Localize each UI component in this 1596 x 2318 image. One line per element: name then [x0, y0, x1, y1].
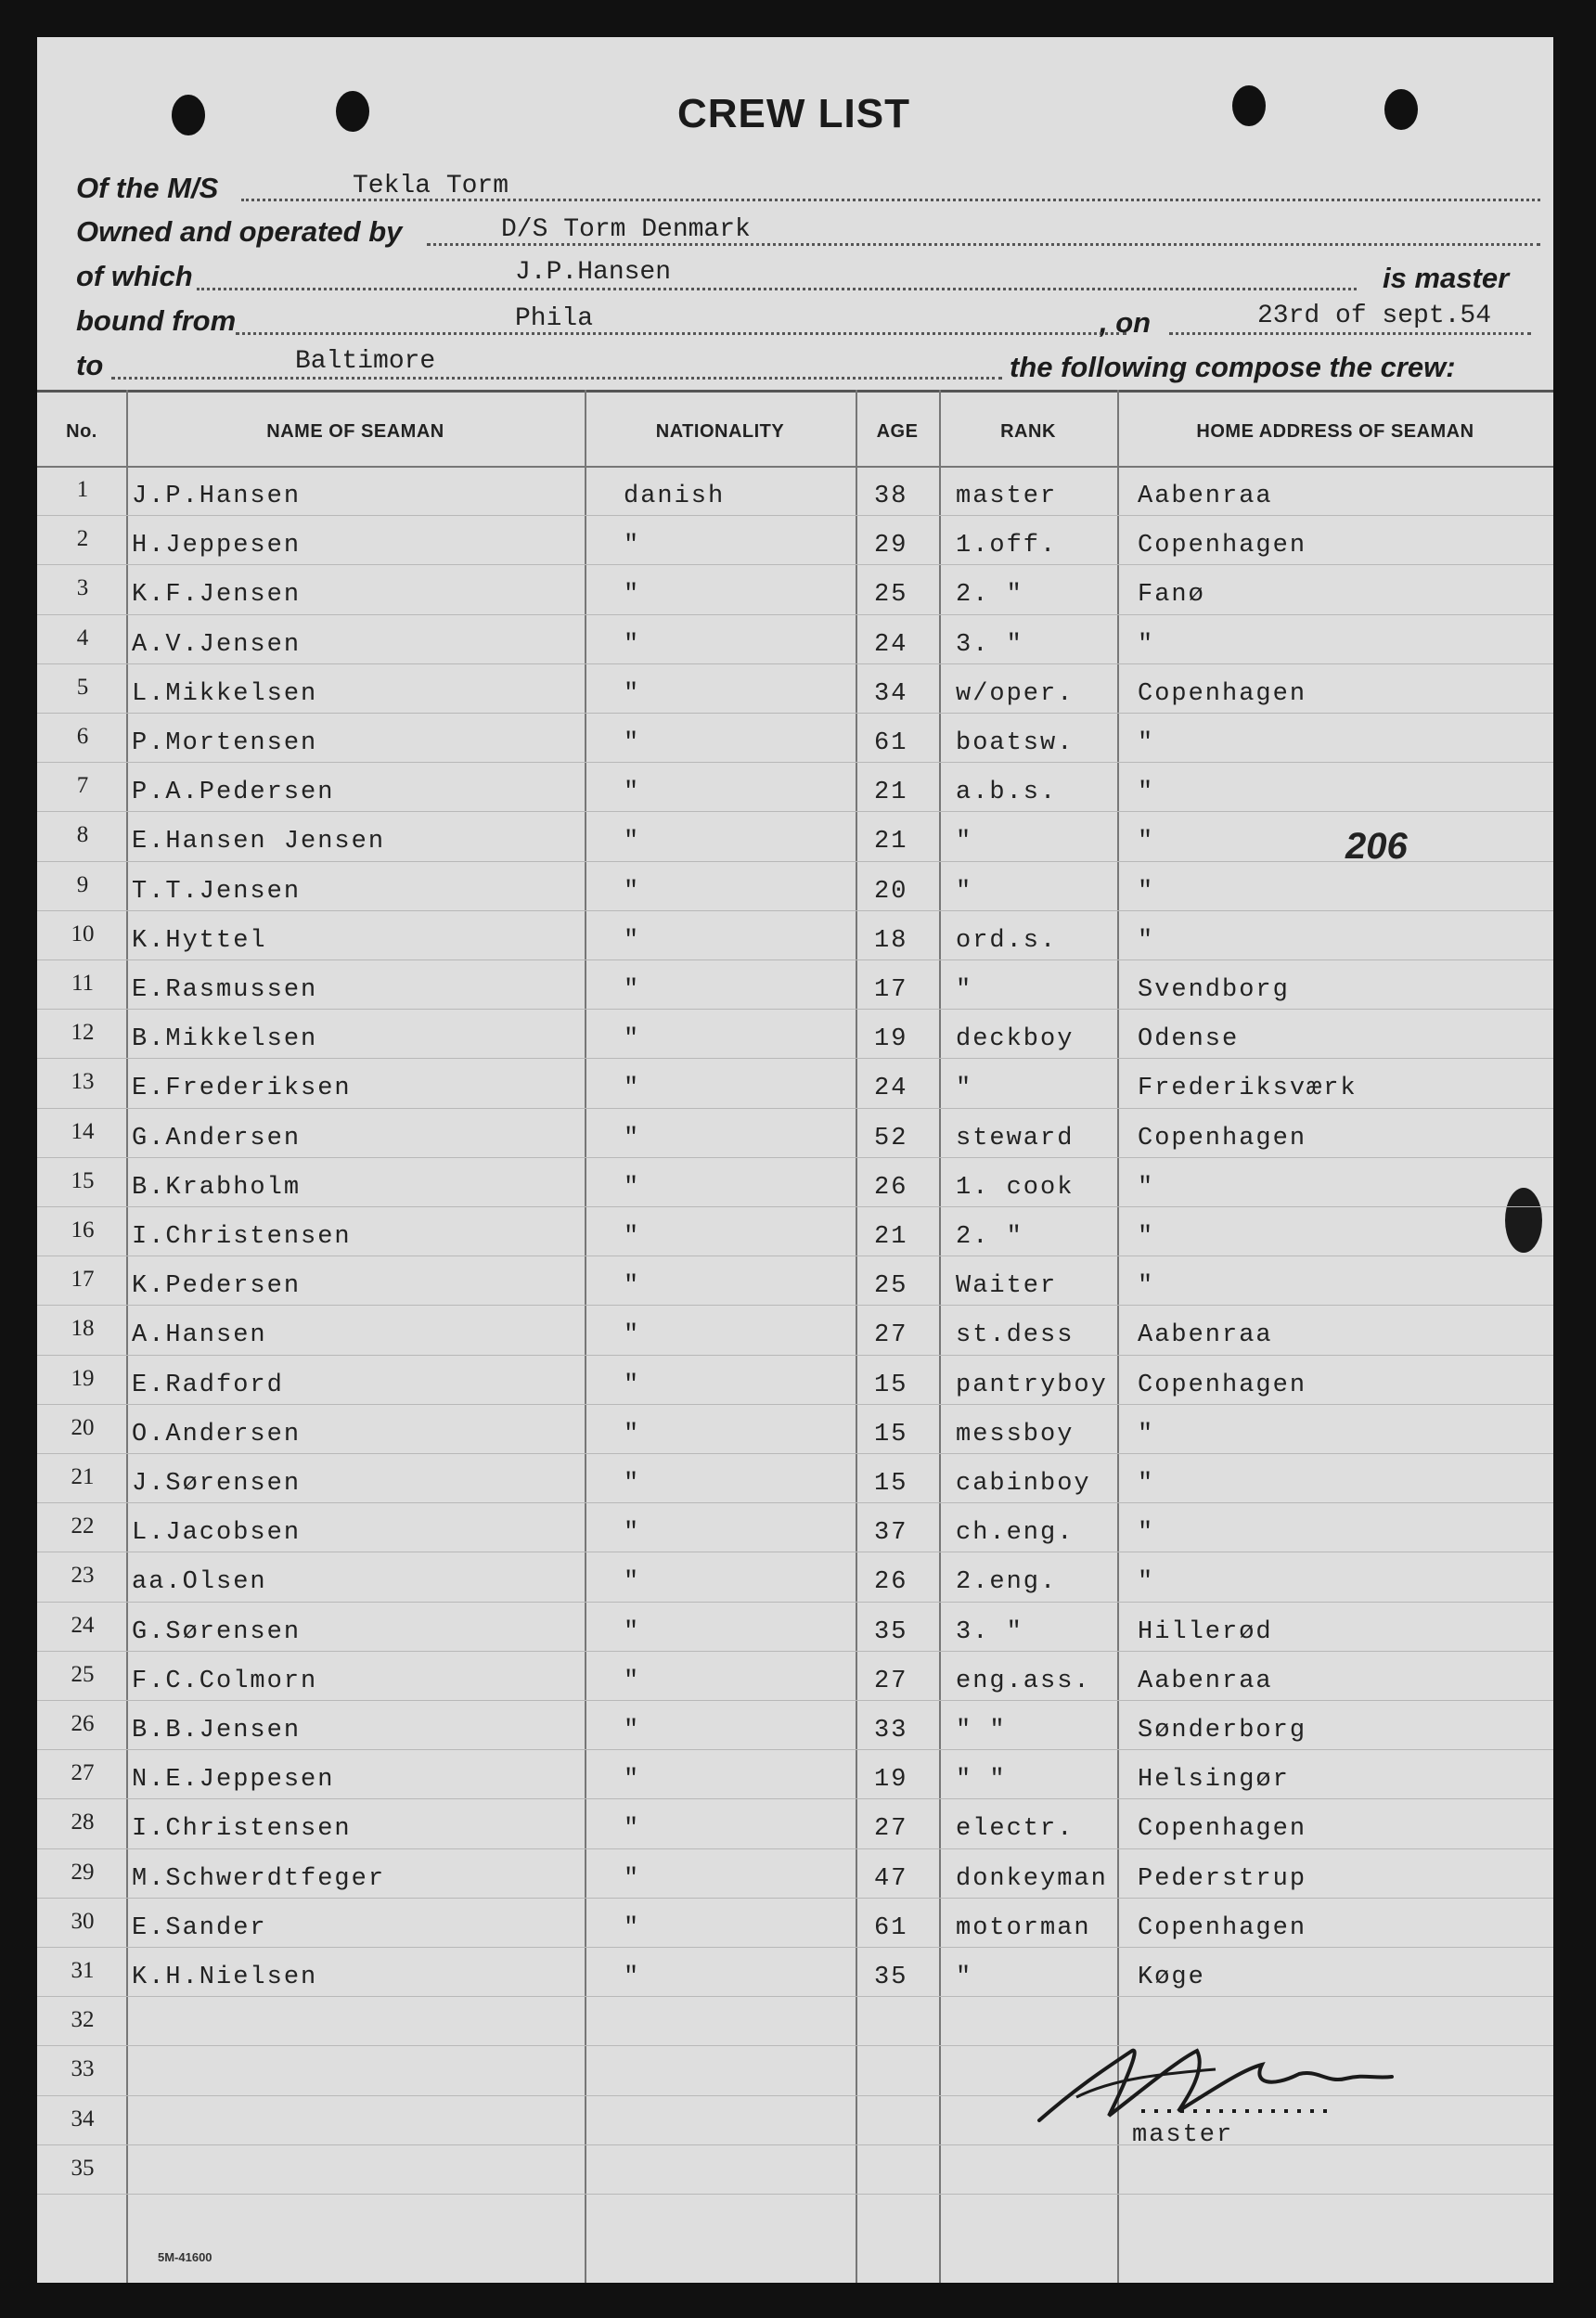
crew-rank-cell: ord.s.	[956, 926, 1058, 955]
row-number: 5	[76, 674, 89, 700]
crew-name-cell: G.Andersen	[132, 1124, 302, 1153]
crew-list-form	[37, 37, 1553, 2283]
crew-address-cell: "	[1138, 1568, 1155, 1597]
form-title: CREW LIST	[677, 91, 910, 136]
crew-nationality-cell: "	[624, 1667, 641, 1695]
row-number: 4	[76, 625, 89, 650]
row-number: 23	[71, 1563, 95, 1589]
row-divider	[37, 811, 1553, 812]
crew-age-cell: 18	[874, 926, 908, 955]
row-number: 1	[76, 477, 89, 502]
crew-address-cell: "	[1138, 779, 1155, 807]
crew-address-cell: Aabenraa	[1138, 1321, 1273, 1350]
crew-name-cell: N.E.Jeppesen	[132, 1766, 335, 1795]
row-divider	[37, 1947, 1553, 1948]
crew-name-cell: I.Christensen	[132, 1223, 352, 1251]
crew-name-cell: G.Sørensen	[132, 1617, 302, 1646]
crew-age-cell: 47	[874, 1864, 908, 1893]
row-number: 16	[71, 1217, 95, 1243]
owned-label: Owned and operated by	[76, 215, 403, 248]
crew-address-cell: Helsingør	[1138, 1766, 1290, 1795]
crew-age-cell: 21	[874, 1223, 908, 1251]
dotted-line	[236, 332, 1126, 335]
row-divider	[37, 1355, 1553, 1356]
form-code: 5M-41600	[158, 2250, 212, 2264]
crew-address-cell: Aabenraa	[1138, 483, 1273, 510]
row-number: 31	[71, 1958, 95, 1983]
crew-rank-cell: "	[956, 976, 973, 1004]
crew-address-cell: "	[1138, 1223, 1155, 1251]
row-divider	[37, 1602, 1553, 1603]
crew-rank-cell: master	[956, 483, 1058, 510]
crew-nationality-cell: danish	[624, 483, 726, 510]
crew-rank-cell: "	[956, 877, 973, 906]
crew-name-cell: L.Jacobsen	[132, 1519, 302, 1548]
crew-nationality-cell: "	[624, 1864, 641, 1893]
crew-age-cell: 19	[874, 1025, 908, 1054]
crew-age-cell: 29	[874, 532, 908, 560]
row-number: 29	[71, 1859, 95, 1885]
crew-name-cell: K.Hyttel	[132, 926, 267, 955]
crew-rank-cell: boatsw.	[956, 729, 1075, 757]
crew-address-cell: "	[1138, 926, 1155, 955]
crew-address-cell: Odense	[1138, 1025, 1240, 1054]
row-number: 8	[76, 822, 89, 848]
row-number: 26	[71, 1711, 95, 1736]
column-header-age: AGE	[876, 421, 919, 442]
crew-rank-cell: w/oper.	[956, 679, 1075, 708]
crew-age-cell: 21	[874, 828, 908, 856]
crew-nationality-cell: "	[624, 976, 641, 1004]
crew-name-cell: K.F.Jensen	[132, 581, 302, 610]
row-divider	[37, 1058, 1553, 1059]
punch-hole	[1232, 85, 1266, 126]
crew-nationality-cell: "	[624, 1568, 641, 1597]
punch-hole	[336, 91, 369, 132]
row-divider	[37, 614, 1553, 615]
crew-age-cell: 19	[874, 1766, 908, 1795]
row-divider	[37, 1157, 1553, 1158]
crew-name-cell: A.Hansen	[132, 1321, 267, 1350]
crew-address-cell: "	[1138, 1470, 1155, 1498]
date: 23rd of sept.54	[1257, 302, 1492, 330]
column-divider	[856, 390, 857, 2283]
row-number: 35	[71, 2155, 95, 2181]
crew-address-cell: Sønderborg	[1138, 1717, 1307, 1745]
crew-age-cell: 25	[874, 1272, 908, 1301]
crew-rank-cell: steward	[956, 1124, 1075, 1153]
crew-name-cell: B.Mikkelsen	[132, 1025, 318, 1054]
crew-address-cell: Copenhagen	[1138, 532, 1307, 560]
crew-rank-cell: st.dess	[956, 1321, 1075, 1350]
row-number: 19	[71, 1365, 95, 1391]
stamp-number: 206	[1345, 826, 1408, 867]
crew-address-cell: "	[1138, 1173, 1155, 1202]
crew-address-cell: Hillerød	[1138, 1617, 1273, 1646]
crew-nationality-cell: "	[624, 1075, 641, 1103]
crew-rank-cell: eng.ass.	[956, 1667, 1091, 1695]
crew-nationality-cell: "	[624, 828, 641, 856]
row-number: 11	[71, 971, 95, 996]
row-number: 28	[71, 1809, 95, 1835]
crew-nationality-cell: "	[624, 1223, 641, 1251]
row-divider	[37, 663, 1553, 664]
crew-address-cell: Køge	[1138, 1964, 1205, 1991]
row-number: 7	[76, 773, 89, 799]
crew-name-cell: F.C.Colmorn	[132, 1667, 318, 1695]
row-divider	[37, 515, 1553, 516]
crew-rank-cell: a.b.s.	[956, 779, 1058, 807]
row-number: 6	[76, 724, 89, 749]
of-which-label: of which	[76, 260, 193, 292]
dotted-line	[1169, 332, 1531, 335]
crew-nationality-cell: "	[624, 1617, 641, 1646]
crew-rank-cell: ch.eng.	[956, 1519, 1075, 1548]
crew-name-cell: E.Frederiksen	[132, 1075, 352, 1103]
row-number: 21	[71, 1464, 95, 1489]
master-signature	[1021, 2032, 1466, 2139]
crew-nationality-cell: "	[624, 581, 641, 610]
crew-name-cell: J.P.Hansen	[132, 483, 302, 510]
crew-rank-cell: messboy	[956, 1420, 1075, 1449]
crew-age-cell: 61	[874, 729, 908, 757]
from-port: Phila	[515, 304, 594, 333]
crew-name-cell: B.B.Jensen	[132, 1717, 302, 1745]
column-divider	[1117, 390, 1119, 2283]
is-master-label: is master	[1383, 262, 1510, 294]
compose-label: the following compose the crew:	[1010, 351, 1456, 383]
crew-address-cell: Copenhagen	[1138, 1913, 1307, 1942]
to-label: to	[76, 349, 104, 381]
crew-nationality-cell: "	[624, 1766, 641, 1795]
row-divider	[37, 1700, 1553, 1701]
crew-age-cell: 26	[874, 1568, 908, 1597]
row-divider	[37, 2194, 1553, 2195]
crew-age-cell: 15	[874, 1470, 908, 1498]
crew-name-cell: L.Mikkelsen	[132, 679, 318, 708]
row-divider	[37, 1898, 1553, 1899]
crew-name-cell: E.Rasmussen	[132, 976, 318, 1004]
crew-age-cell: 20	[874, 877, 908, 906]
crew-nationality-cell: "	[624, 1124, 641, 1153]
crew-age-cell: 33	[874, 1717, 908, 1745]
crew-age-cell: 35	[874, 1964, 908, 1991]
crew-rank-cell: " "	[956, 1717, 1007, 1745]
row-number: 22	[71, 1513, 95, 1539]
crew-address-cell: "	[1138, 1420, 1155, 1449]
crew-rank-cell: 3. "	[956, 630, 1023, 659]
crew-name-cell: aa.Olsen	[132, 1568, 267, 1597]
row-divider	[37, 2144, 1553, 2145]
crew-age-cell: 61	[874, 1913, 908, 1942]
crew-age-cell: 27	[874, 1815, 908, 1844]
table-top-border	[37, 390, 1553, 393]
row-divider	[37, 1996, 1553, 1997]
crew-rank-cell: 2.eng.	[956, 1568, 1058, 1597]
crew-rank-cell: cabinboy	[956, 1470, 1091, 1498]
crew-name-cell: K.H.Nielsen	[132, 1964, 318, 1991]
crew-age-cell: 52	[874, 1124, 908, 1153]
crew-rank-cell: "	[956, 1075, 973, 1103]
row-number: 3	[76, 575, 89, 601]
crew-address-cell: "	[1138, 877, 1155, 906]
crew-age-cell: 15	[874, 1371, 908, 1399]
row-number: 18	[71, 1316, 95, 1342]
crew-name-cell: E.Hansen Jensen	[132, 828, 386, 856]
row-divider	[37, 910, 1553, 911]
row-number: 24	[71, 1612, 95, 1638]
column-divider	[585, 390, 586, 2283]
column-header-nationality: NATIONALITY	[655, 421, 785, 442]
owner-name: D/S Torm Denmark	[501, 215, 751, 244]
crew-name-cell: H.Jeppesen	[132, 532, 302, 560]
crew-nationality-cell: "	[624, 926, 641, 955]
crew-rank-cell: " "	[956, 1766, 1007, 1795]
crew-nationality-cell: "	[624, 729, 641, 757]
crew-nationality-cell: "	[624, 630, 641, 659]
crew-address-cell: "	[1138, 1519, 1155, 1548]
row-number: 10	[71, 921, 95, 947]
crew-age-cell: 35	[874, 1617, 908, 1646]
crew-name-cell: P.A.Pedersen	[132, 779, 335, 807]
crew-age-cell: 27	[874, 1667, 908, 1695]
crew-age-cell: 34	[874, 679, 908, 708]
punch-hole	[1384, 89, 1418, 130]
crew-nationality-cell: "	[624, 1272, 641, 1301]
crew-address-cell: "	[1138, 828, 1155, 856]
column-divider	[939, 390, 941, 2283]
row-divider	[37, 1108, 1553, 1109]
crew-rank-cell: 2. "	[956, 1223, 1023, 1251]
header-row-border	[37, 466, 1553, 468]
crew-address-cell: Copenhagen	[1138, 1371, 1307, 1399]
punch-hole	[172, 95, 205, 135]
row-divider	[37, 959, 1553, 960]
crew-age-cell: 24	[874, 630, 908, 659]
on-label: , on	[1100, 306, 1152, 339]
crew-nationality-cell: "	[624, 779, 641, 807]
row-number: 20	[71, 1414, 95, 1440]
ink-smudge	[1505, 1188, 1542, 1253]
crew-name-cell: E.Radford	[132, 1371, 284, 1399]
row-divider	[37, 564, 1553, 565]
row-divider	[37, 1749, 1553, 1750]
crew-name-cell: B.Krabholm	[132, 1173, 302, 1202]
of-the-label: Of the M/S	[76, 172, 219, 204]
row-divider	[37, 1502, 1553, 1503]
row-number: 12	[71, 1020, 95, 1046]
crew-nationality-cell: "	[624, 1913, 641, 1942]
crew-age-cell: 17	[874, 976, 908, 1004]
crew-address-cell: "	[1138, 729, 1155, 757]
crew-address-cell: "	[1138, 1272, 1155, 1301]
crew-rank-cell: deckboy	[956, 1025, 1075, 1054]
row-divider	[37, 1009, 1553, 1010]
crew-address-cell: Frederiksværk	[1138, 1075, 1358, 1103]
crew-name-cell: M.Schwerdtfeger	[132, 1864, 386, 1893]
row-number: 15	[71, 1167, 95, 1193]
row-number: 13	[71, 1069, 95, 1095]
row-number: 14	[71, 1118, 95, 1144]
row-divider	[37, 1798, 1553, 1799]
row-divider	[37, 713, 1553, 714]
row-divider	[37, 861, 1553, 862]
vessel-name: Tekla Torm	[353, 172, 509, 200]
crew-name-cell: I.Christensen	[132, 1815, 352, 1844]
to-port: Baltimore	[295, 347, 436, 376]
crew-rank-cell: "	[956, 828, 973, 856]
crew-nationality-cell: "	[624, 532, 641, 560]
crew-address-cell: Pederstrup	[1138, 1864, 1307, 1893]
row-number: 27	[71, 1760, 95, 1786]
crew-age-cell: 37	[874, 1519, 908, 1548]
crew-nationality-cell: "	[624, 1470, 641, 1498]
crew-name-cell: P.Mortensen	[132, 729, 318, 757]
master-name: J.P.Hansen	[515, 258, 672, 287]
crew-nationality-cell: "	[624, 679, 641, 708]
row-number: 30	[71, 1908, 95, 1934]
crew-nationality-cell: "	[624, 1717, 641, 1745]
column-header-no: No.	[66, 421, 97, 442]
crew-rank-cell: 2. "	[956, 581, 1023, 610]
crew-address-cell: "	[1138, 630, 1155, 659]
crew-nationality-cell: "	[624, 1815, 641, 1844]
signature-caption: master	[1132, 2121, 1234, 2149]
crew-rank-cell: "	[956, 1964, 973, 1991]
row-number: 25	[71, 1661, 95, 1687]
crew-name-cell: T.T.Jensen	[132, 877, 302, 906]
crew-age-cell: 25	[874, 581, 908, 610]
row-number: 33	[71, 2056, 95, 2082]
dotted-line	[111, 377, 1002, 380]
crew-address-cell: Svendborg	[1138, 976, 1290, 1004]
dotted-line	[197, 288, 1357, 290]
crew-age-cell: 24	[874, 1075, 908, 1103]
crew-rank-cell: 1. cook	[956, 1173, 1075, 1202]
crew-rank-cell: motorman	[956, 1913, 1091, 1942]
crew-age-cell: 26	[874, 1173, 908, 1202]
crew-address-cell: Fanø	[1138, 581, 1205, 610]
crew-name-cell: O.Andersen	[132, 1420, 302, 1449]
crew-address-cell: Aabenraa	[1138, 1667, 1273, 1695]
row-divider	[37, 1453, 1553, 1454]
crew-nationality-cell: "	[624, 1420, 641, 1449]
crew-rank-cell: pantryboy	[956, 1371, 1108, 1399]
crew-age-cell: 27	[874, 1321, 908, 1350]
crew-name-cell: E.Sander	[132, 1913, 267, 1942]
crew-rank-cell: electr.	[956, 1815, 1075, 1844]
crew-age-cell: 15	[874, 1420, 908, 1449]
crew-address-cell: Copenhagen	[1138, 1124, 1307, 1153]
crew-name-cell: K.Pedersen	[132, 1272, 302, 1301]
row-number: 34	[71, 2106, 95, 2131]
crew-name-cell: A.V.Jensen	[132, 630, 302, 659]
crew-nationality-cell: "	[624, 1371, 641, 1399]
crew-age-cell: 21	[874, 779, 908, 807]
row-divider	[37, 762, 1553, 763]
crew-nationality-cell: "	[624, 1964, 641, 1991]
crew-nationality-cell: "	[624, 1519, 641, 1548]
crew-rank-cell: Waiter	[956, 1272, 1058, 1301]
bound-from-label: bound from	[76, 304, 237, 337]
row-divider	[37, 1651, 1553, 1652]
row-number: 32	[71, 2007, 95, 2033]
column-divider	[126, 390, 128, 2283]
crew-name-cell: J.Sørensen	[132, 1470, 302, 1498]
crew-address-cell: Copenhagen	[1138, 679, 1307, 708]
row-divider	[37, 1305, 1553, 1306]
row-number: 17	[71, 1267, 95, 1293]
crew-nationality-cell: "	[624, 877, 641, 906]
column-header-address: HOME ADDRESS OF SEAMAN	[1196, 421, 1474, 442]
row-divider	[37, 1848, 1553, 1849]
crew-nationality-cell: "	[624, 1321, 641, 1350]
row-divider	[37, 1206, 1553, 1207]
column-header-rank: RANK	[1000, 421, 1056, 442]
crew-rank-cell: donkeyman	[956, 1864, 1108, 1893]
crew-rank-cell: 3. "	[956, 1617, 1023, 1646]
crew-age-cell: 38	[874, 483, 908, 510]
column-header-name: NAME OF SEAMAN	[266, 421, 444, 442]
crew-nationality-cell: "	[624, 1025, 641, 1054]
crew-address-cell: Copenhagen	[1138, 1815, 1307, 1844]
row-number: 9	[76, 871, 89, 897]
row-divider	[37, 1404, 1553, 1405]
crew-rank-cell: 1.off.	[956, 532, 1058, 560]
row-number: 2	[76, 526, 89, 552]
crew-nationality-cell: "	[624, 1173, 641, 1202]
